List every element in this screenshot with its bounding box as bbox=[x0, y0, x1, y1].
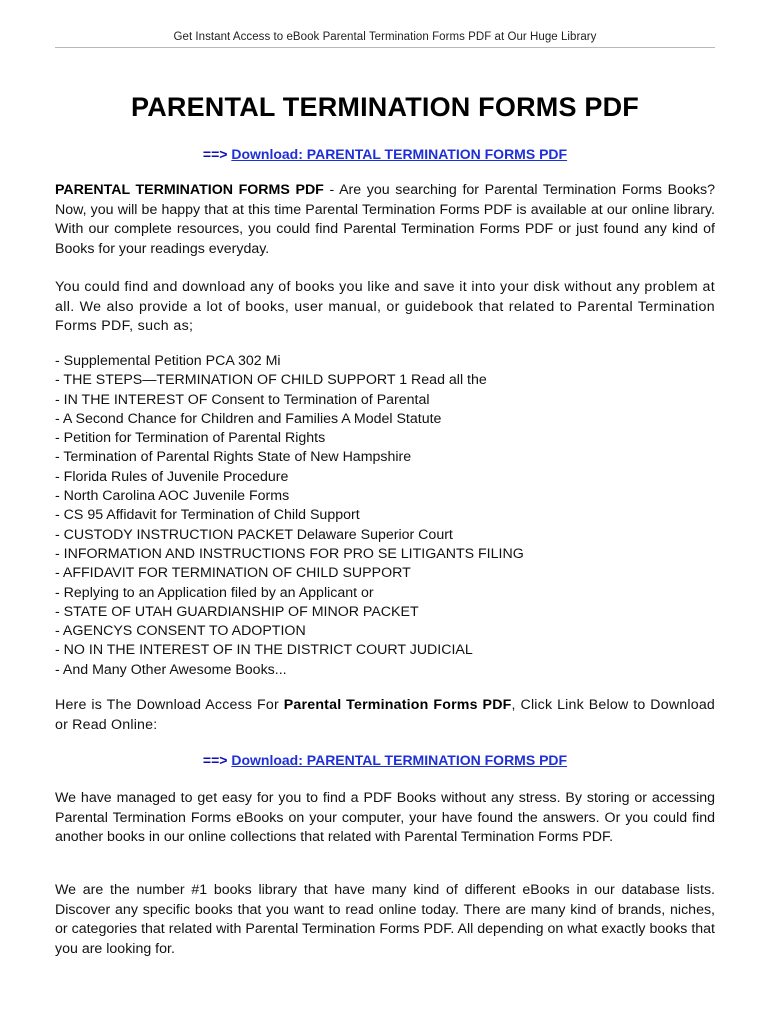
list-item: - North Carolina AOC Juvenile Forms bbox=[55, 488, 290, 505]
access-bold-title: Parental Termination Forms PDF bbox=[283, 697, 512, 713]
list-item: - IN THE INTEREST OF Consent to Termination of Parental bbox=[55, 391, 430, 408]
page-title: PARENTAL TERMINATION FORMS PDF bbox=[131, 92, 639, 122]
list-item: - AFFIDAVIT FOR TERMINATION OF CHILD SUPPORT bbox=[55, 565, 411, 582]
intro-text: - Are you searching for Parental Termination Forms Books? Now, you will be happy that at this time Parental Termination Forms PDF is available at our online library. With our complete resources, you could find Parental Termination Forms PDF or just found any kind of Books for your readings everyday. bbox=[55, 182, 715, 257]
books-paragraph: You could find and download any of books you like and save it into your disk without any problem at all. We also provide a lot of books, user manual, or guidebook that related to Parental Termination Forms PDF, such as; bbox=[55, 279, 715, 334]
list-item: - Supplemental Petition PCA 302 Mi bbox=[55, 353, 281, 369]
list-item: - AGENCYS CONSENT TO ADOPTION bbox=[55, 623, 306, 640]
list-item: - And Many Other Awesome Books... bbox=[55, 661, 287, 678]
list-item: - NO IN THE INTEREST OF IN THE DISTRICT COURT JUDICIAL bbox=[55, 642, 473, 659]
list-item: - THE STEPS—TERMINATION OF CHILD SUPPORT 1 Read all the bbox=[55, 372, 487, 389]
list-item: - Petition for Termination of Parental Rights bbox=[55, 430, 326, 447]
list-item: - INFORMATION AND INSTRUCTIONS FOR PRO SE LITIGANTS FILING bbox=[55, 545, 524, 562]
access-paragraph bbox=[55, 696, 715, 735]
easy-access-paragraph: We have managed to get easy for you to find a PDF Books without any stress. By storing or accessing Parental Termination Forms eBooks on your computer, your have found the answers. Or you could find another books in our online collections that related with Parental Termination Forms PDF. bbox=[55, 790, 715, 845]
access-suffix: , Click Link Below to Download or Read Online: bbox=[55, 697, 716, 733]
download-arrow: ==> bbox=[202, 146, 228, 162]
access-prefix: Here is The Download Access For bbox=[55, 697, 284, 713]
intro-bold-title: PARENTAL TERMINATION FORMS PDF bbox=[55, 182, 324, 198]
list-item: - CUSTODY INSTRUCTION PACKET Delaware Superior Court bbox=[55, 526, 453, 543]
list-item: - STATE OF UTAH GUARDIANSHIP OF MINOR PACKET bbox=[55, 603, 419, 620]
download-line-bottom bbox=[55, 752, 715, 768]
download-link-bottom[interactable]: Download: PARENTAL TERMINATION FORMS PDF bbox=[231, 752, 568, 768]
library-paragraph: We are the number #1 books library that have many kind of different eBooks in our database lists. Discover any specific books that you want to read online today. There are many kind of brands, niches, or categories that related with Parental Termination Forms PDF. All depending on what exactly books that you are looking for. bbox=[55, 882, 715, 957]
intro-paragraph bbox=[55, 181, 715, 259]
header-divider bbox=[55, 47, 715, 48]
list-item: - Florida Rules of Juvenile Procedure bbox=[55, 468, 289, 485]
download-arrow: ==> bbox=[202, 752, 228, 768]
list-item: - Replying to an Application filed by an Applicant or bbox=[55, 584, 374, 601]
related-books-list bbox=[55, 352, 715, 680]
download-line-top bbox=[55, 146, 715, 162]
list-item: - A Second Chance for Children and Families A Model Statute bbox=[55, 410, 442, 427]
list-item: - Termination of Parental Rights State of New Hampshire bbox=[55, 449, 412, 466]
page-header: Get Instant Access to eBook Parental Termination Forms PDF at Our Huge Library bbox=[173, 31, 597, 43]
download-link-top[interactable]: Download: PARENTAL TERMINATION FORMS PDF bbox=[231, 146, 568, 162]
list-item: - CS 95 Affidavit for Termination of Child Support bbox=[55, 507, 360, 524]
